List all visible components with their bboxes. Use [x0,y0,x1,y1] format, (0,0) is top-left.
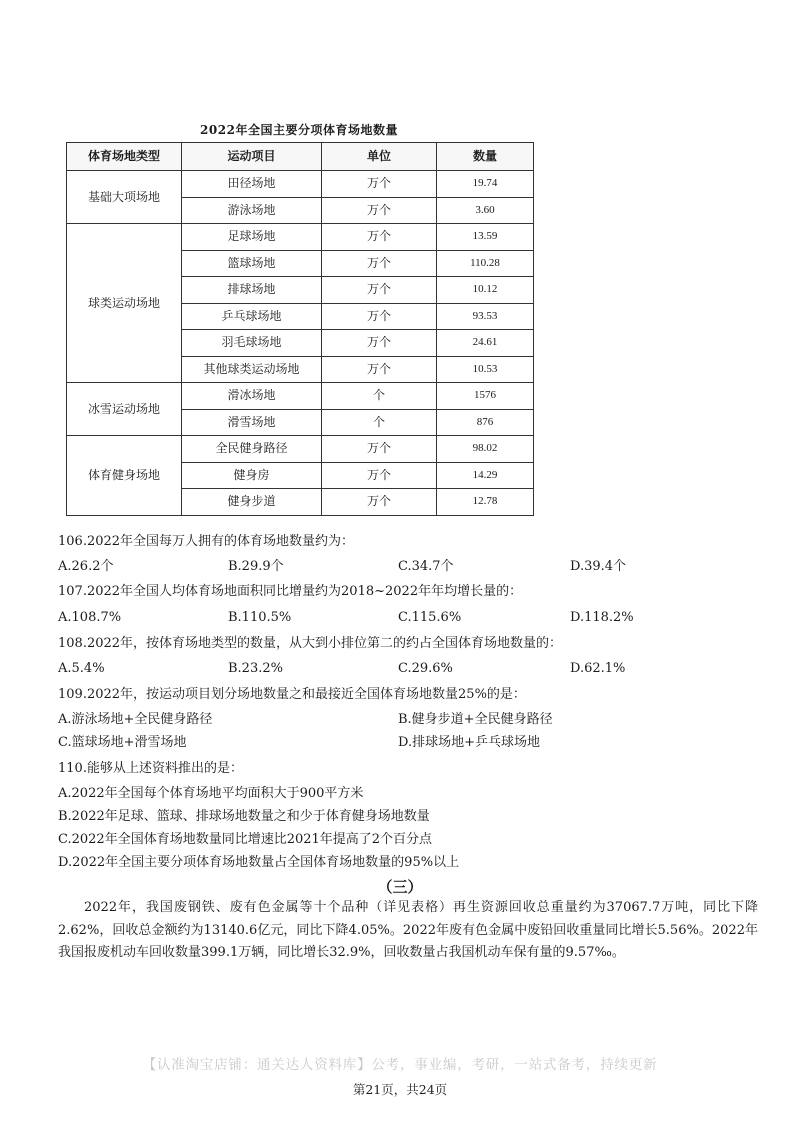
unit-cell: 个 [322,383,437,410]
sport-cell: 滑雪场地 [182,409,322,436]
venue-table [66,142,534,516]
question-110-option-b: B.2022年足球、篮球、排球场地数量之和少于体育健身场地数量 [58,809,430,824]
sport-cell: 乒乓球场地 [182,303,322,330]
question-106-stem: 106.2022年全国每万人拥有的体育场地数量约为： [58,534,355,549]
table-row [67,171,534,198]
question-109-option-c: C.篮球场地+滑雪场地 [58,735,187,750]
unit-cell: 万个 [322,171,437,198]
question-110-option-a: A.2022年全国每个体育场地平均面积大于900平方米 [58,786,364,801]
table-row [67,436,534,463]
question-110-option-c: C.2022年全国体育场地数量同比增速比2021年提高了2个百分点 [58,832,433,847]
value-cell: 98.02 [437,436,534,463]
unit-cell: 万个 [322,224,437,251]
value-cell: 110.28 [437,250,534,277]
question-107-option-d: D.118.2% [570,610,634,625]
table-title: 2022年全国主要分项体育场地数量 [200,123,398,137]
section-paragraph: 2022年，我国废钢铁、废有色金属等十个品种（详见表格）再生资源回收总重量约为37067.7万吨，同比下降2.62%，回收总金额约为13140.6亿元，同比下降4.05%。2022年废有色金属中废铅回收重量同比增长5.56%。2022年我国报废机动车回收数量399.1万辆，同比增长32.9%，回收数量占我国机动车保有量的9.57‰。 [58,900,758,960]
question-106-option-c: C.34.7个 [398,559,454,574]
question-106-option-a: A.26.2个 [58,559,114,574]
value-cell: 19.74 [437,171,534,198]
unit-cell: 万个 [322,303,437,330]
value-cell: 14.29 [437,462,534,489]
unit-cell: 万个 [322,436,437,463]
category-cell: 球类运动场地 [67,224,182,383]
unit-cell: 万个 [322,277,437,304]
sport-cell: 田径场地 [182,171,322,198]
unit-cell: 个 [322,409,437,436]
value-cell: 24.61 [437,330,534,357]
sport-cell: 篮球场地 [182,250,322,277]
value-cell: 3.60 [437,197,534,224]
category-cell: 冰雪运动场地 [67,383,182,436]
category-cell: 体育健身场地 [67,436,182,516]
section-heading: （三） [377,878,423,896]
header-venue-type: 体育场地类型 [67,143,182,171]
question-107-option-a: A.108.7% [58,610,122,625]
value-cell: 10.12 [437,277,534,304]
table-row [67,383,534,410]
category-cell: 基础大项场地 [67,171,182,224]
header-unit: 单位 [322,143,437,171]
watermark-text: 【认准淘宝店铺：通关达人资料库】公考，事业编，考研，一站式备考，持续更新 [142,1057,658,1073]
value-cell: 1576 [437,383,534,410]
sport-cell: 排球场地 [182,277,322,304]
question-110-stem: 110.能够从上述资料推出的是： [58,761,243,776]
question-106-option-d: D.39.4个 [570,559,627,574]
value-cell: 10.53 [437,356,534,383]
sport-cell: 健身房 [182,462,322,489]
sport-cell: 足球场地 [182,224,322,251]
question-108-option-d: D.62.1% [570,661,626,676]
value-cell: 13.59 [437,224,534,251]
unit-cell: 万个 [322,197,437,224]
question-107-option-c: C.115.6% [398,610,462,625]
sport-cell: 羽毛球场地 [182,330,322,357]
question-109-stem: 109.2022年，按运动项目划分场地数量之和最接近全国体育场地数量25%的是： [58,687,526,702]
table-row [67,224,534,251]
sport-cell: 游泳场地 [182,197,322,224]
header-sport: 运动项目 [182,143,322,171]
question-108-option-c: C.29.6% [398,661,453,676]
header-count: 数量 [437,143,534,171]
question-109-option-d: D.排球场地+乒乓球场地 [398,735,540,750]
sport-cell: 健身步道 [182,489,322,516]
question-108-stem: 108.2022年，按体育场地类型的数量，从大到小排位第二的约占全国体育场地数量的： [58,636,563,651]
question-107-stem: 107.2022年全国人均体育场地面积同比增量约为2018~2022年年均增长量的： [58,584,523,599]
question-108-option-b: B.23.2% [228,661,283,676]
sport-cell: 其他球类运动场地 [182,356,322,383]
table-header-row [67,143,534,171]
unit-cell: 万个 [322,330,437,357]
question-109-option-a: A.游泳场地+全民健身路径 [58,712,213,727]
sport-cell: 滑冰场地 [182,383,322,410]
unit-cell: 万个 [322,462,437,489]
value-cell: 93.53 [437,303,534,330]
page-number: 第21页，共24页 [352,1082,448,1097]
value-cell: 876 [437,409,534,436]
unit-cell: 万个 [322,250,437,277]
sport-cell: 全民健身路径 [182,436,322,463]
question-106-option-b: B.29.9个 [228,559,284,574]
question-108-option-a: A.5.4% [58,661,105,676]
unit-cell: 万个 [322,356,437,383]
question-107-option-b: B.110.5% [228,610,292,625]
unit-cell: 万个 [322,489,437,516]
question-110-option-d: D.2022年全国主要分项体育场地数量占全国体育场地数量的95%以上 [58,855,460,870]
value-cell: 12.78 [437,489,534,516]
question-109-option-b: B.健身步道+全民健身路径 [398,712,553,727]
